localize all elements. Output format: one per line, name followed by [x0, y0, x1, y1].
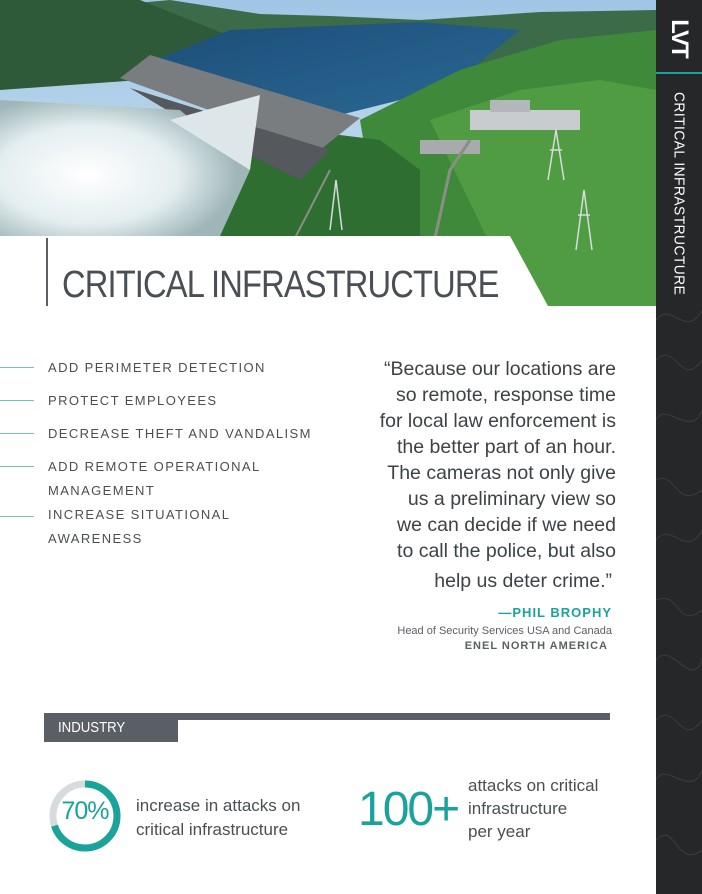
stats-header: INDUSTRY STATS: [44, 713, 178, 742]
bullet-rule: [0, 466, 34, 467]
bullet-rule: [0, 400, 34, 401]
testimonial-quote: “Because our locations are so remote, response time for local law enforcement is the better part of an hour. The cameras not only give us a preliminary view so we can decide if we need to call the police, but also: [379, 358, 616, 562]
quote-author-role: Head of Security Services USA and Canada: [397, 625, 612, 637]
lvt-logo: LVT: [666, 19, 693, 57]
quote-author: —PHIL BROPHY: [498, 605, 612, 620]
sidebar: [656, 0, 702, 894]
stat1-description: increase in attacks on critical infrastructure: [136, 796, 301, 839]
page-title: CRITICAL INFRASTRUCTURE: [62, 264, 499, 306]
stat2-description: attacks on critical infrastructure per year: [468, 776, 599, 841]
bullet-rule: [0, 367, 34, 368]
quote-author-org: ENEL NORTH AMERICA: [464, 640, 608, 652]
list-item: DECREASE THEFT AND VANDALISM: [0, 422, 312, 446]
list-item: INCREASE SITUATIONAL AWARENESS: [0, 503, 320, 551]
logo-rule: [656, 72, 702, 74]
list-item: ADD REMOTE OPERATIONAL MANAGEMENT: [0, 455, 278, 503]
stat-count-value: 100+: [358, 783, 459, 836]
quote-last-line: help us deter crime.”: [434, 570, 612, 592]
list-item: ADD PERIMETER DETECTION: [0, 356, 266, 380]
title-accent-rule: [46, 238, 48, 306]
stat-percent-value: 70%: [61, 797, 109, 825]
bullet-rule: [0, 433, 34, 434]
list-item: PROTECT EMPLOYEES: [0, 389, 218, 413]
sidebar-label: CRITICAL INFRASTRUCTURE: [670, 92, 688, 296]
bullet-rule: [0, 516, 34, 517]
